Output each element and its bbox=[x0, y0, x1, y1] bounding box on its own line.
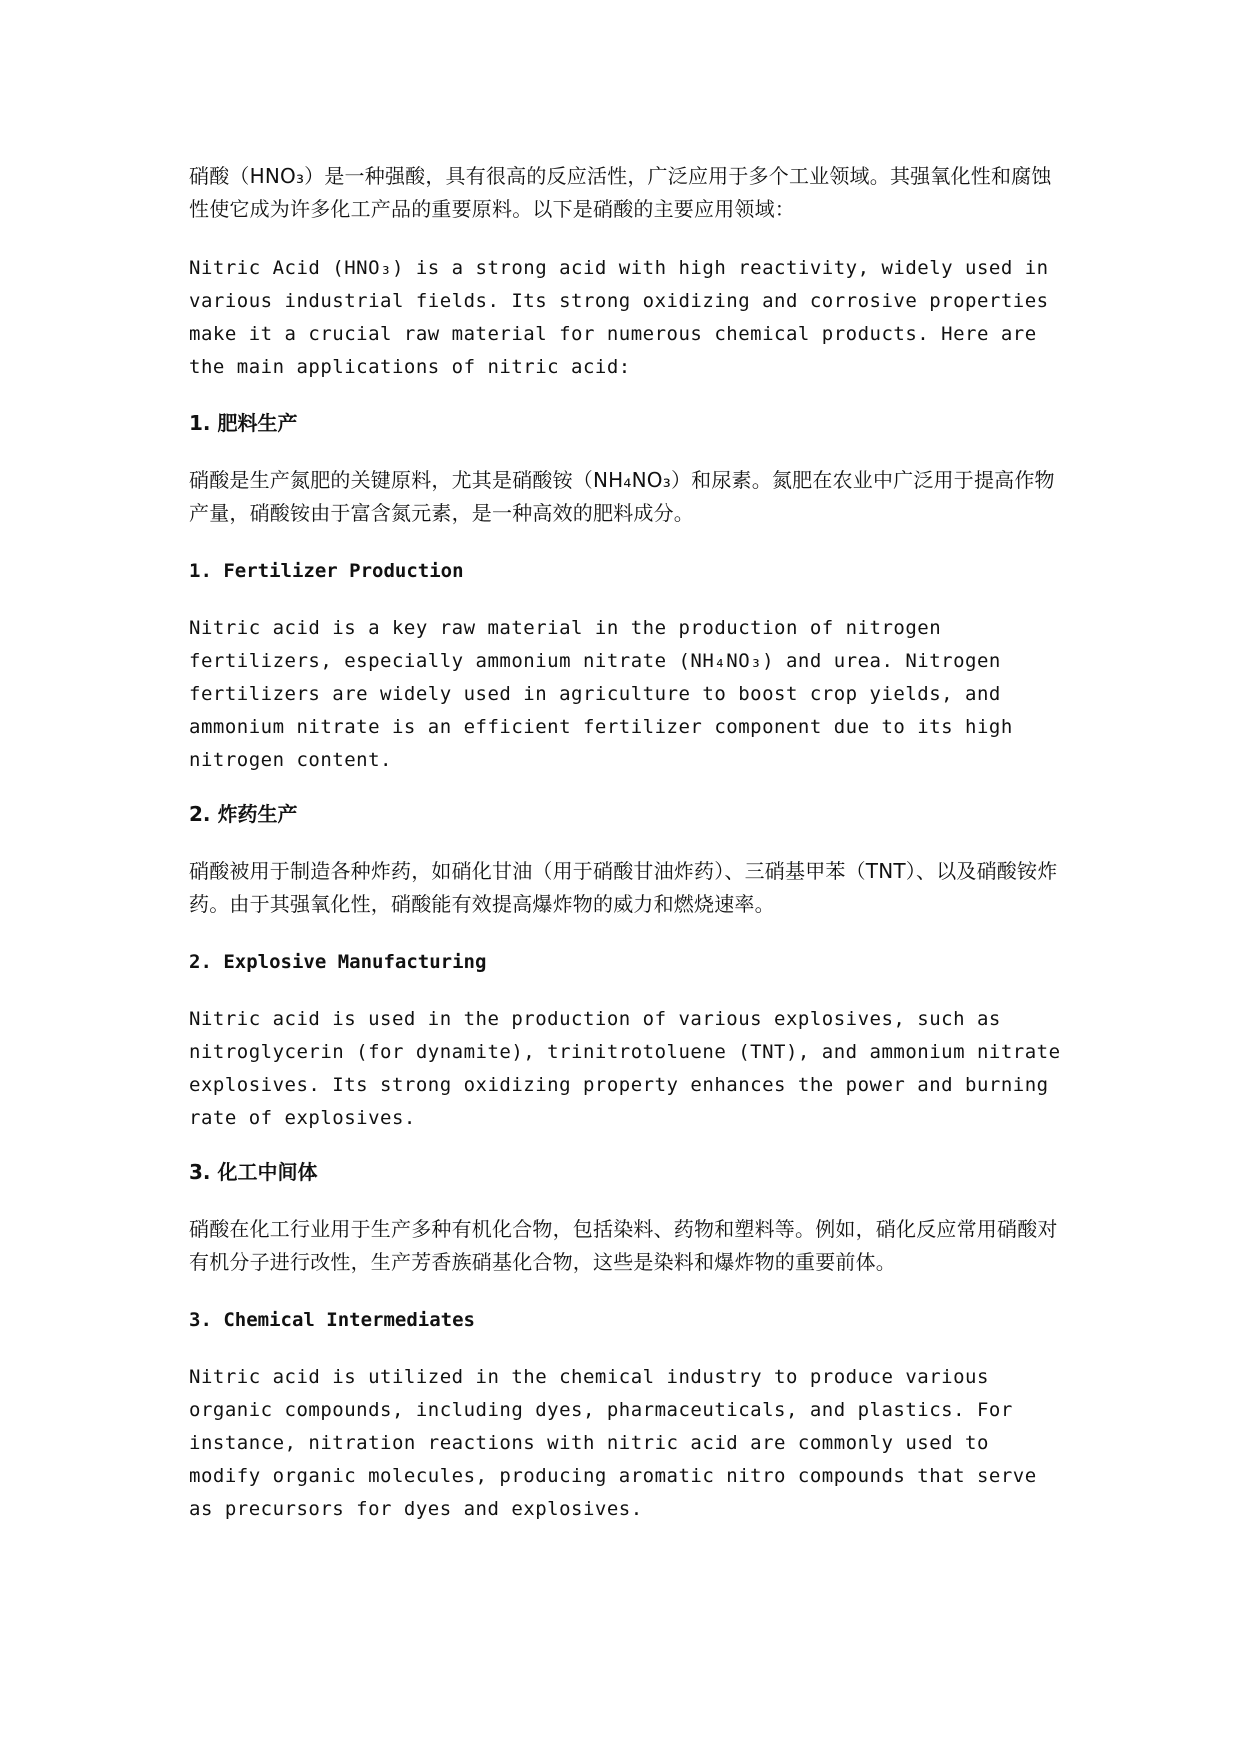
section-body-zh: 硝酸是生产氮肥的关键原料，尤其是硝酸铵（NH₄NO₃）和尿素。氮肥在农业中广泛用于提高作物产量，硝酸铵由于富含氮元素，是一种高效的肥料成分。 bbox=[189, 468, 1055, 525]
section-body-en: Nitric acid is utilized in the chemical industry to produce various organic compounds, including dyes, pharmaceuticals, and plastics. For instance, nitration reactions with nitric acid are commonly used to modify organic molecules, producing aromatic nitro compounds that serve as precursors for dyes and explosives. bbox=[189, 1366, 1037, 1520]
section-heading-en: 2. Explosive Manufacturing bbox=[189, 951, 487, 973]
section-heading-zh: 3. 化工中间体 bbox=[189, 1160, 318, 1184]
section-heading-zh: 2. 炸药生产 bbox=[189, 802, 298, 826]
section-body-en: Nitric acid is a key raw material in the production of nitrogen fertilizers, especially ammonium nitrate (NH₄NO₃) and urea. Nitrogen fertilizers are widely used in agriculture to boost crop yields, and ammonium nitrate is an efficient fertilizer component due to its high nitrogen content. bbox=[189, 617, 1013, 771]
section-heading-zh: 1. 肥料生产 bbox=[189, 411, 298, 435]
section-heading-en: 1. Fertilizer Production bbox=[189, 560, 464, 582]
section-heading-en: 3. Chemical Intermediates bbox=[189, 1309, 475, 1331]
section-explosives bbox=[189, 799, 1069, 1135]
section-body-en: Nitric acid is used in the production of various explosives, such as nitroglycerin (for dynamite), trinitrotoluene (TNT), and ammonium nitrate explosives. Its strong oxidizing property enhances the power and burning rate of explosives. bbox=[189, 1008, 1061, 1129]
intro-paragraph-zh: 硝酸（HNO₃）是一种强酸，具有很高的反应活性，广泛应用于多个工业领域。其强氧化性和腐蚀性使它成为许多化工产品的重要原料。以下是硝酸的主要应用领域： bbox=[189, 164, 1052, 221]
section-body-zh: 硝酸被用于制造各种炸药，如硝化甘油（用于硝酸甘油炸药）、三硝基甲苯（TNT）、以及硝酸铵炸药。由于其强氧化性，硝酸能有效提高爆炸物的威力和燃烧速率。 bbox=[189, 859, 1058, 916]
document-page bbox=[189, 160, 1069, 1548]
section-body-zh: 硝酸在化工行业用于生产多种有机化合物，包括染料、药物和塑料等。例如，硝化反应常用硝酸对有机分子进行改性，生产芳香族硝基化合物，这些是染料和爆炸物的重要前体。 bbox=[189, 1217, 1058, 1274]
section-fertilizer bbox=[189, 408, 1069, 777]
section-chemical-intermediates bbox=[189, 1157, 1069, 1526]
intro-paragraph-en: Nitric Acid (HNO₃) is a strong acid with high reactivity, widely used in various industrial fields. Its strong oxidizing and corrosive properties make it a crucial raw material for numerous chemical products. Here are the main applications of nitric acid: bbox=[189, 257, 1049, 378]
